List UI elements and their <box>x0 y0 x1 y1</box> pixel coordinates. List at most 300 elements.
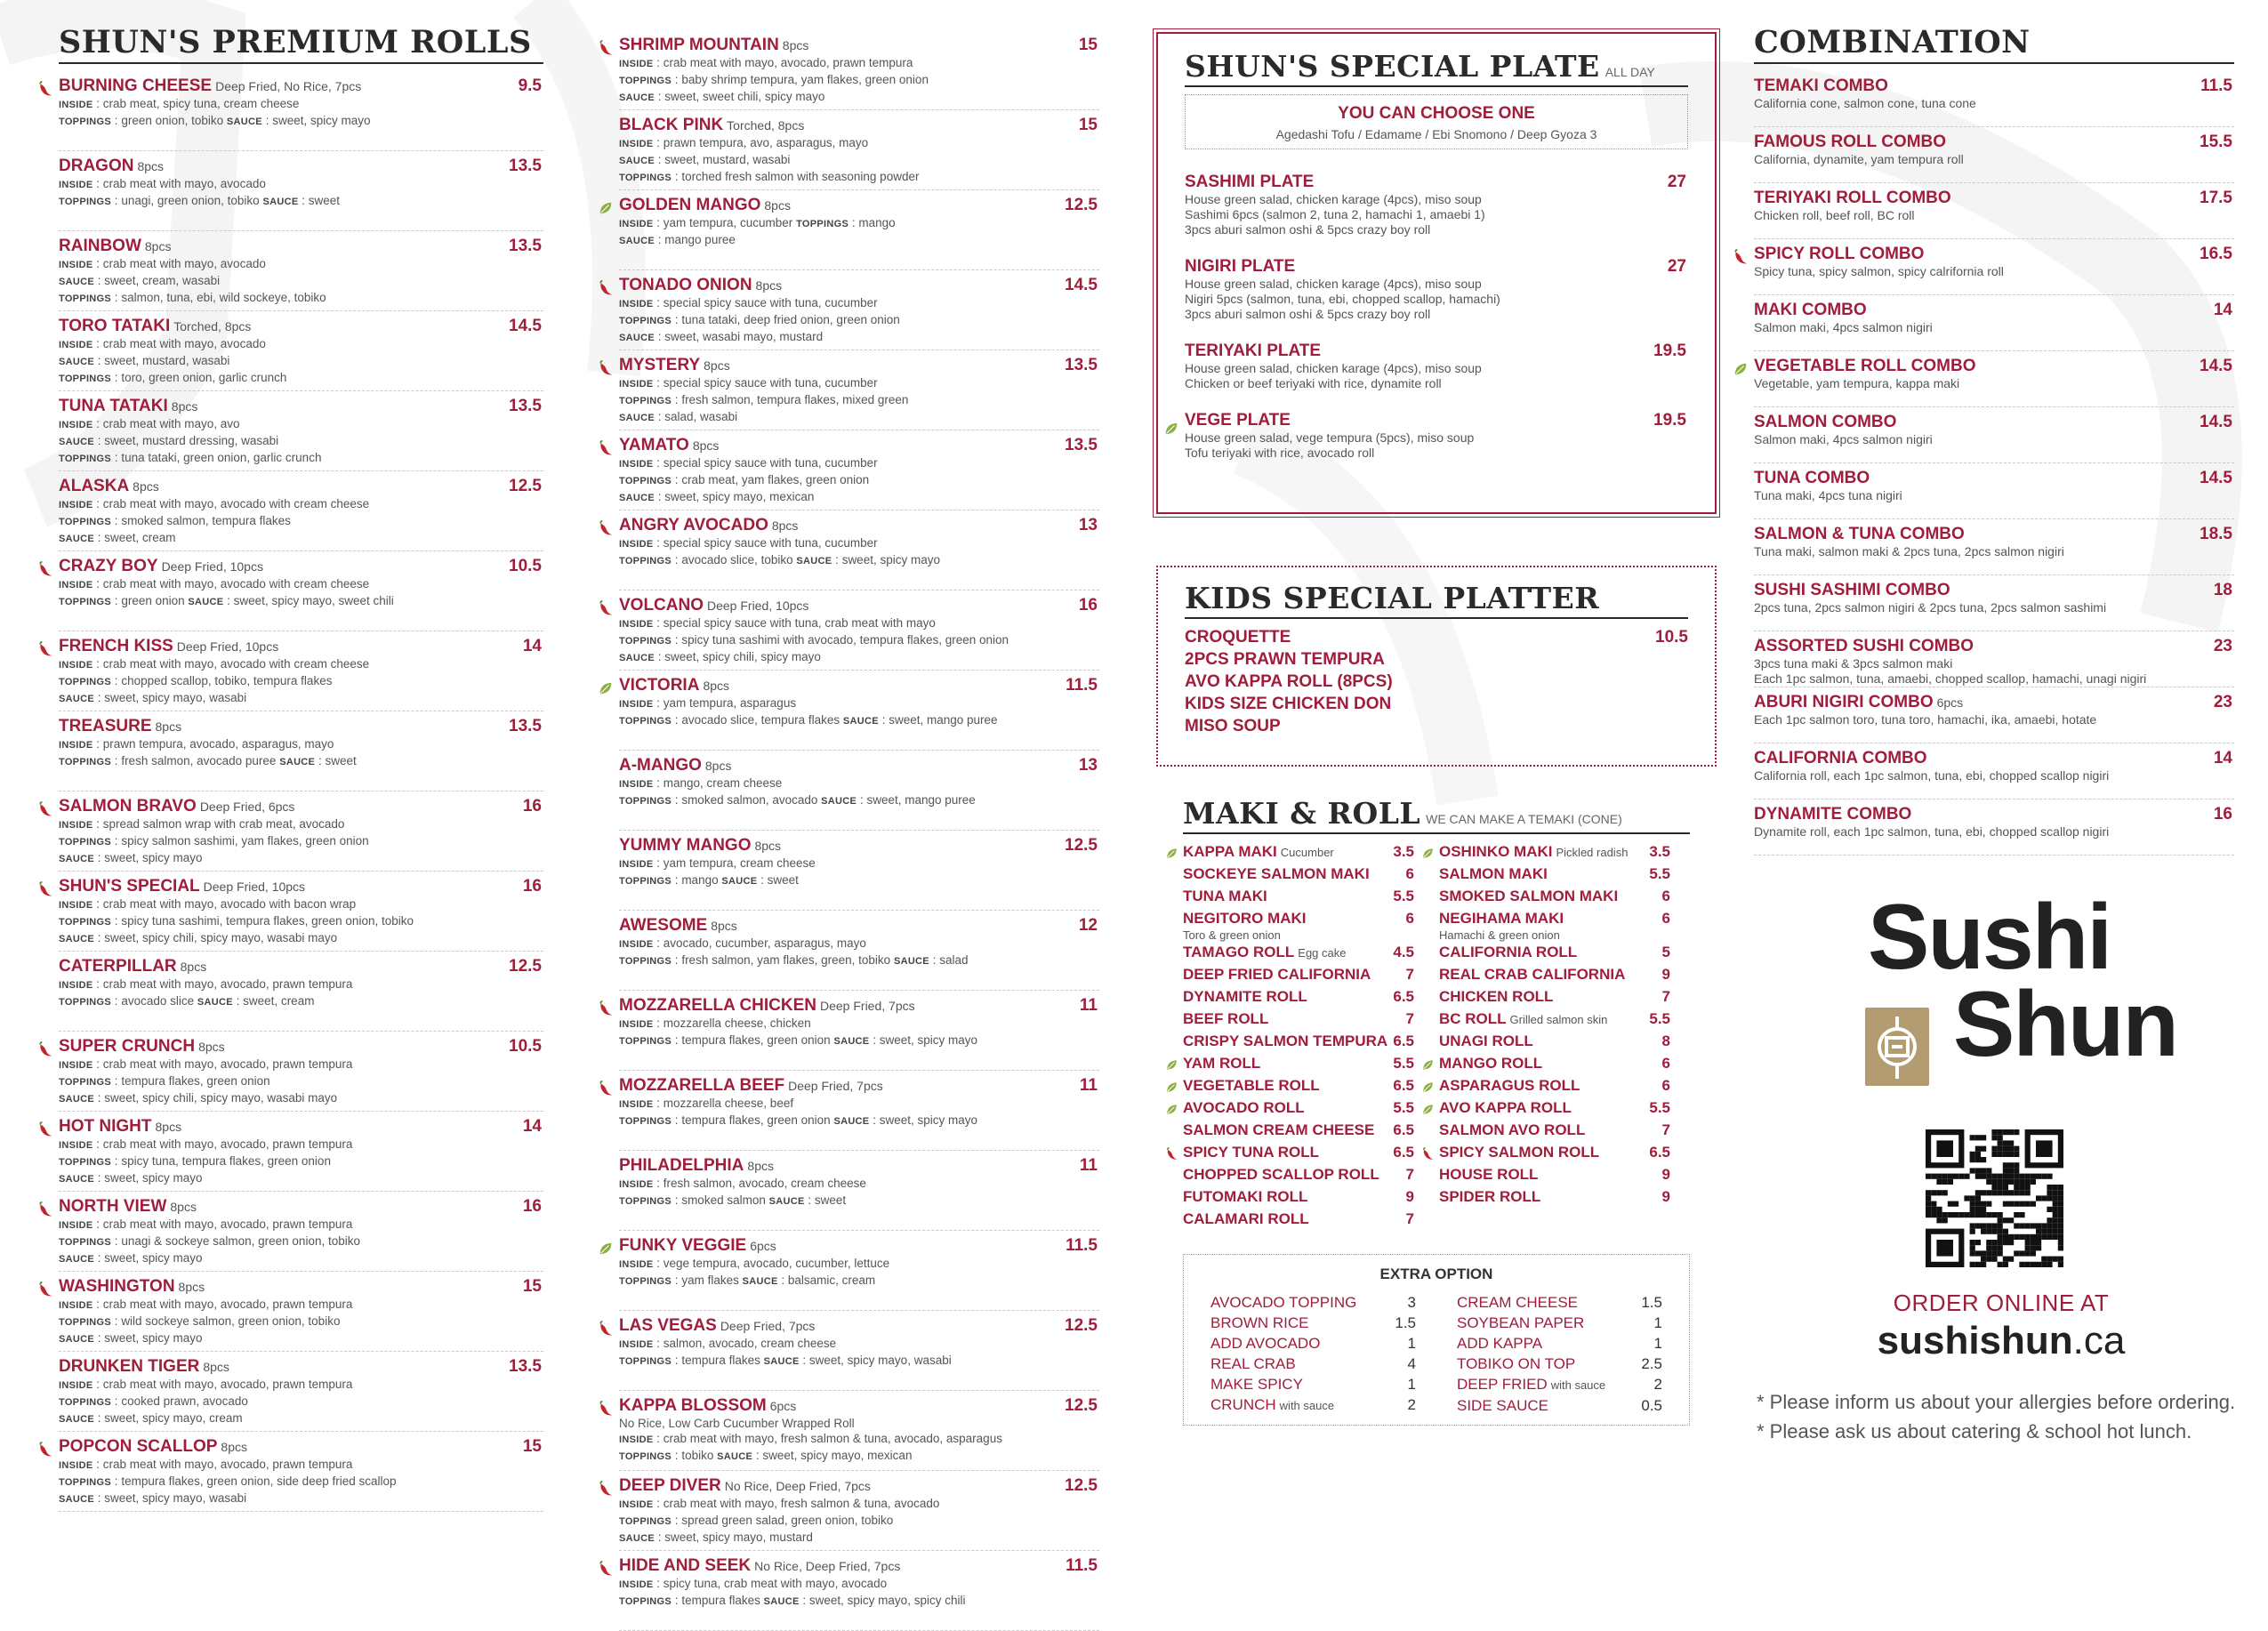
maki-item[interactable] <box>1439 865 1670 888</box>
maki-title <box>1439 944 1577 961</box>
item-description-line: California roll, each 1pc salmon, tuna, ebi, chopped scallop nigiri <box>1754 768 2110 783</box>
roll-item[interactable] <box>619 1551 1099 1631</box>
item-name: TERIYAKI PLATE <box>1185 341 1322 360</box>
item-name: VOLCANO <box>619 596 704 615</box>
item-description-line <box>619 1273 1099 1290</box>
ingredient-text: sweet, spicy mayo <box>104 851 203 865</box>
extra-option-item[interactable] <box>1210 1292 1416 1313</box>
label-separator: : <box>655 330 665 343</box>
extra-option-box <box>1183 1254 1690 1426</box>
item-name: VEGE PLATE <box>1185 410 1291 430</box>
item-tag: 8pcs <box>171 399 198 414</box>
roll-item[interactable] <box>619 1151 1099 1231</box>
item-description-line: House green salad, vege tempura (5pcs), miso soup <box>1185 430 1475 445</box>
item-header <box>619 1396 1099 1416</box>
item-description-line <box>59 1377 543 1394</box>
roll-item[interactable] <box>619 1311 1099 1391</box>
roll-item[interactable] <box>59 551 543 631</box>
ingredient-text: sweet, spicy mayo, sweet chili <box>233 594 394 608</box>
roll-item[interactable] <box>619 1231 1099 1311</box>
item-description-line <box>619 89 1099 106</box>
chili-pepper-icon <box>37 1282 53 1298</box>
item-price: 14.5 <box>2200 357 2232 376</box>
ingredient-label: SAUCE <box>833 1116 870 1127</box>
maki-item[interactable] <box>1183 1055 1414 1077</box>
item-header <box>59 157 543 176</box>
maki-subtext: Toro & green onion <box>1183 928 1281 942</box>
maki-item[interactable] <box>1183 910 1414 932</box>
special-plate-title <box>1185 50 1688 87</box>
ingredient-label: INSIDE <box>59 820 93 832</box>
roll-item[interactable] <box>59 311 543 391</box>
ingredient-text: sweet, spicy mayo, wasabi <box>808 1354 952 1367</box>
ingredient-label: TOPPINGS <box>59 454 112 465</box>
maki-item[interactable] <box>1439 1099 1670 1121</box>
ingredient-text: tempura flakes, green onion, side deep fried scallop <box>121 1474 397 1489</box>
plate-item[interactable] <box>1185 411 1688 461</box>
item-price: 13.5 <box>509 237 542 256</box>
ingredient-label: INSIDE <box>619 219 654 229</box>
item-price: 27 <box>1667 256 1686 276</box>
order-online-url[interactable] <box>1779 1319 2224 1363</box>
maki-item[interactable] <box>1439 966 1670 988</box>
roll-item[interactable] <box>619 1471 1099 1551</box>
maki-item[interactable] <box>1183 1077 1414 1099</box>
item-description-line <box>619 295 1099 312</box>
item-description-line <box>619 215 1099 232</box>
roll-item[interactable] <box>59 952 543 1032</box>
ingredient-label: TOPPINGS <box>59 597 112 608</box>
combo-item[interactable] <box>1754 743 2234 799</box>
plate-item[interactable] <box>1185 173 1688 237</box>
item-title <box>619 756 731 775</box>
chili-pepper-icon <box>598 1321 614 1337</box>
extra-option-item[interactable] <box>1457 1374 1662 1395</box>
item-header <box>59 557 543 576</box>
extra-option-price: 2 <box>1653 1375 1662 1393</box>
item-description-line <box>619 1032 1099 1049</box>
label-separator: : <box>672 953 682 967</box>
roll-item[interactable] <box>59 1112 543 1192</box>
combo-item[interactable] <box>1754 519 2234 575</box>
ingredient-label: INSIDE <box>619 939 654 950</box>
ingredient-label: INSIDE <box>619 379 654 390</box>
item-tag: 8pcs <box>703 679 730 693</box>
extra-option-item[interactable] <box>1210 1374 1416 1394</box>
ingredient-label: INSIDE <box>59 740 93 751</box>
maki-item[interactable] <box>1183 1144 1414 1166</box>
label-separator: : <box>223 594 234 608</box>
label-separator: : <box>672 1594 682 1607</box>
combo-item[interactable] <box>1754 799 2234 856</box>
ingredient-label: INSIDE <box>59 500 93 511</box>
ingredient-label: SAUCE <box>59 534 95 545</box>
item-description-line <box>59 1297 543 1314</box>
combo-item[interactable] <box>1754 351 2234 407</box>
item-description-line <box>619 952 1099 969</box>
combo-item[interactable] <box>1754 295 2234 351</box>
roll-item[interactable] <box>59 1192 543 1272</box>
ingredient-text: sweet, spicy mayo <box>879 1113 978 1127</box>
ingredient-text: crab meat with mayo, fresh salmon & tuna, avocado, asparagus <box>663 1432 1002 1445</box>
maki-item[interactable] <box>1439 1010 1670 1032</box>
item-name: NORTH VIEW <box>59 1197 167 1217</box>
ingredient-text: yam flakes <box>681 1273 739 1287</box>
item-description-line <box>619 1448 1099 1465</box>
combo-item[interactable] <box>1754 71 2234 127</box>
extra-option-price: 1 <box>1653 1334 1662 1352</box>
extra-option-title <box>1457 1395 1548 1416</box>
kids-item: 2PCS PRAWN TEMPURA <box>1185 649 1385 669</box>
maki-title <box>1183 910 1307 928</box>
maki-item[interactable] <box>1183 1099 1414 1121</box>
maki-item[interactable] <box>1439 988 1670 1010</box>
maki-item[interactable] <box>1183 944 1414 966</box>
maki-item[interactable] <box>1183 865 1414 888</box>
item-tag: Deep Fried, 7pcs <box>788 1079 883 1093</box>
item-title <box>619 36 808 55</box>
maki-title <box>1183 1144 1319 1161</box>
maki-price: 7 <box>1661 1121 1670 1138</box>
roll-item[interactable] <box>619 190 1099 270</box>
roll-item[interactable] <box>619 110 1099 190</box>
extra-option-item[interactable] <box>1210 1354 1416 1374</box>
label-separator: : <box>111 1234 122 1249</box>
ingredient-text: fresh salmon, avocado puree <box>121 754 277 768</box>
combo-item[interactable] <box>1754 687 2234 743</box>
maki-item[interactable] <box>1439 1055 1670 1077</box>
ingredient-text: sweet, cream <box>243 994 315 1008</box>
item-tag: 8pcs <box>782 38 809 52</box>
label-separator: : <box>94 1331 105 1346</box>
item-name: PHILADELPHIA <box>619 1156 744 1175</box>
item-description-line <box>59 1394 543 1410</box>
extra-option-name: CREAM CHEESE <box>1457 1293 1579 1311</box>
item-name: VEGETABLE ROLL COMBO <box>1754 357 1976 376</box>
item-description-line <box>59 673 543 690</box>
extra-option-item[interactable] <box>1457 1292 1662 1313</box>
item-name: DRUNKEN TIGER <box>59 1357 200 1377</box>
ingredient-label: TOPPINGS <box>59 1397 112 1409</box>
item-tag: 8pcs <box>692 438 720 453</box>
maki-item[interactable] <box>1183 966 1414 988</box>
item-header <box>59 477 543 496</box>
label-separator: : <box>111 114 122 128</box>
roll-item[interactable] <box>59 231 543 311</box>
item-tag: 6pcs <box>769 1399 797 1413</box>
maki-item[interactable] <box>1183 988 1414 1010</box>
item-description-line <box>59 1410 543 1427</box>
item-header <box>59 1037 543 1057</box>
ingredient-text: sweet, spicy chili, spicy mayo <box>664 650 821 663</box>
ingredient-text: sweet, spicy mayo, spicy chili <box>808 1594 966 1607</box>
item-price: 15.5 <box>2200 133 2232 152</box>
item-description-line: Tofu teriyaki with rice, avocado roll <box>1185 445 1375 460</box>
ingredient-text: sweet, mustard, wasabi <box>104 354 230 368</box>
item-name: KAPPA BLOSSOM <box>619 1396 767 1415</box>
item-header <box>59 637 543 656</box>
maki-item[interactable] <box>1439 944 1670 966</box>
item-description-line <box>619 712 1099 729</box>
roll-item[interactable] <box>59 1432 543 1512</box>
maki-item[interactable] <box>1183 1121 1414 1144</box>
ingredient-label: SAUCE <box>59 1494 95 1506</box>
ingredient-text: smoked salmon, avocado <box>681 793 818 807</box>
ingredient-label: INSIDE <box>59 660 93 671</box>
item-description-line <box>619 329 1099 346</box>
item-name: SPICY ROLL COMBO <box>1754 245 1925 264</box>
roll-item[interactable] <box>619 1071 1099 1151</box>
maki-name: NEGITORO MAKI <box>1183 909 1307 927</box>
ingredient-text: spicy tuna sashimi with avocado, tempura flakes, green onion <box>681 633 1009 647</box>
extra-option-item[interactable] <box>1457 1313 1662 1333</box>
ingredient-label: INSIDE <box>619 619 654 630</box>
roll-item[interactable] <box>619 671 1099 751</box>
roll-item[interactable] <box>59 631 543 711</box>
ingredient-text: prawn tempura, avocado, asparagus, mayo <box>102 737 334 751</box>
item-name: LAS VEGAS <box>619 1316 717 1335</box>
item-description-line <box>619 72 1099 89</box>
roll-item[interactable] <box>59 71 543 151</box>
maki-roll-title <box>1183 797 1690 834</box>
item-price: 13 <box>1078 516 1098 534</box>
extra-option-title <box>1457 1313 1584 1333</box>
roll-item[interactable] <box>619 30 1099 110</box>
maki-item[interactable] <box>1439 1121 1670 1144</box>
item-description-line: Dynamite roll, each 1pc salmon, tuna, ebi, chopped scallop nigiri <box>1754 824 2110 840</box>
combo-item[interactable] <box>1754 127 2234 183</box>
qr-code-icon[interactable] <box>1926 1129 2063 1267</box>
roll-item[interactable] <box>59 391 543 471</box>
kids-item-row <box>1185 648 1688 671</box>
item-title <box>59 1437 247 1457</box>
roll-item[interactable] <box>59 1272 543 1352</box>
maki-item[interactable] <box>1439 888 1670 910</box>
label-separator: : <box>653 536 664 550</box>
item-header <box>59 877 543 896</box>
maki-item[interactable] <box>1183 1210 1414 1233</box>
item-description-line <box>59 816 543 833</box>
item-price: 10.5 <box>509 557 542 576</box>
extra-option-price: 0.5 <box>1641 1396 1662 1414</box>
ingredient-label: INSIDE <box>619 59 654 69</box>
roll-item[interactable] <box>619 350 1099 430</box>
ingredient-text: sweet <box>308 194 341 208</box>
maki-item[interactable] <box>1439 843 1670 865</box>
combo-item[interactable] <box>1754 407 2234 463</box>
roll-item[interactable] <box>59 1352 543 1432</box>
item-description-line <box>59 593 543 610</box>
item-title <box>619 836 781 856</box>
item-price: 12.5 <box>1065 836 1098 855</box>
item-name: TERIYAKI ROLL COMBO <box>1754 189 1951 208</box>
maki-item[interactable] <box>1183 1188 1414 1210</box>
maki-item[interactable] <box>1439 1077 1670 1099</box>
extra-option-tag: with sauce <box>1550 1378 1606 1392</box>
plate-item[interactable] <box>1185 257 1688 322</box>
item-price: 27 <box>1667 172 1686 191</box>
maki-price: 9 <box>1661 1187 1670 1205</box>
combo-item[interactable] <box>1754 239 2234 295</box>
ingredient-label: INSIDE <box>619 1179 654 1190</box>
extra-option-item[interactable] <box>1210 1333 1416 1354</box>
ingredient-label: INSIDE <box>619 1499 654 1510</box>
label-separator: : <box>655 1531 665 1544</box>
item-price: 19.5 <box>1653 410 1686 430</box>
extra-option-item[interactable] <box>1457 1354 1662 1374</box>
ingredient-label: SAUCE <box>188 597 224 608</box>
ingredient-text: tuna tataki, deep fried onion, green onion <box>681 313 900 326</box>
maki-title <box>1183 1032 1387 1050</box>
ingredient-label: SAUCE <box>619 1533 655 1544</box>
item-description-line <box>59 1490 543 1507</box>
item-header <box>59 397 543 416</box>
label-separator: : <box>94 274 105 288</box>
maki-item[interactable] <box>1183 1166 1414 1188</box>
item-price: 18 <box>2213 581 2232 600</box>
item-tag: No Rice, Deep Fried, 7pcs <box>754 1559 901 1573</box>
item-title <box>1754 525 1965 544</box>
label-separator: : <box>92 337 103 351</box>
item-name: SALMON BRAVO <box>59 797 197 816</box>
item-description-line: Salmon maki, 4pcs salmon nigiri <box>1754 432 1933 447</box>
ingredient-label: INSIDE <box>619 459 654 470</box>
roll-item[interactable] <box>59 151 543 231</box>
choose-one-options: Agedashi Tofu / Edamame / Ebi Snomono / Deep Gyoza 3 <box>1275 126 1597 141</box>
roll-item[interactable] <box>59 1032 543 1112</box>
chili-pepper-icon <box>598 1561 614 1577</box>
item-description-line <box>59 850 543 867</box>
ingredient-text: sweet, spicy chili, spicy mayo, wasabi mayo <box>104 1091 338 1105</box>
ingredient-text: tempura flakes <box>681 1354 760 1367</box>
item-title <box>619 1236 776 1256</box>
ingredient-label: INSIDE <box>619 1434 654 1445</box>
roll-item[interactable] <box>619 991 1099 1071</box>
item-price: 11.5 <box>1066 1556 1098 1575</box>
roll-item[interactable] <box>619 831 1099 911</box>
label-separator: : <box>92 1137 103 1152</box>
item-tag: Torched, 8pcs <box>173 319 252 334</box>
roll-item[interactable] <box>619 1391 1099 1471</box>
maki-title <box>1183 1188 1307 1206</box>
ingredient-label: SAUCE <box>821 796 857 807</box>
maki-item[interactable] <box>1439 1166 1670 1188</box>
item-header <box>619 516 1099 535</box>
combo-item[interactable] <box>1754 183 2234 239</box>
roll-item[interactable] <box>59 711 543 791</box>
item-description-line <box>619 1513 1099 1530</box>
maki-name: SPIDER ROLL <box>1439 1187 1541 1205</box>
maki-name: CHOPPED SCALLOP ROLL <box>1183 1165 1379 1183</box>
item-description-line <box>59 1170 543 1187</box>
ingredient-label: INSIDE <box>619 299 654 309</box>
roll-item[interactable] <box>619 510 1099 591</box>
item-header <box>1185 341 1688 361</box>
roll-item[interactable] <box>619 591 1099 671</box>
item-description-line <box>59 513 543 530</box>
extra-option-item[interactable] <box>1210 1394 1416 1416</box>
ingredient-label: INSIDE <box>59 1380 93 1392</box>
maki-item[interactable] <box>1439 1032 1670 1055</box>
item-name: SUPER CRUNCH <box>59 1037 196 1057</box>
label-separator: : <box>672 73 682 86</box>
item-title <box>1754 133 1946 152</box>
maki-item[interactable] <box>1183 1032 1414 1055</box>
label-separator: : <box>92 1057 103 1072</box>
item-header <box>59 317 543 336</box>
item-description-line <box>619 392 1099 409</box>
extra-option-item[interactable] <box>1210 1313 1416 1333</box>
roll-item[interactable] <box>619 911 1099 991</box>
item-price: 19.5 <box>1653 341 1686 360</box>
roll-item[interactable] <box>59 471 543 551</box>
combo-item[interactable] <box>1754 575 2234 631</box>
item-description-line: Chicken roll, beef roll, BC roll <box>1754 208 1915 223</box>
roll-item[interactable] <box>619 430 1099 510</box>
ingredient-text: avocado slice, tempura flakes <box>681 713 840 727</box>
extra-option-title <box>1210 1333 1320 1354</box>
ingredient-label: INSIDE <box>619 1579 654 1590</box>
item-title <box>619 516 798 535</box>
combo-item[interactable] <box>1754 631 2234 687</box>
ingredient-text: crab meat with mayo, avocado, prawn tempura <box>102 1298 353 1312</box>
ingredient-text: sweet, mango puree <box>889 713 998 727</box>
ingredient-text: sweet, spicy mayo, mexican <box>762 1449 913 1462</box>
extra-option-item[interactable] <box>1457 1333 1662 1354</box>
ingredient-label: INSIDE <box>59 420 93 431</box>
ingredient-text: green onion <box>121 594 185 608</box>
ingredient-text: crab meat with mayo, avocado with cream cheese <box>102 657 370 671</box>
vegetarian-leaf-icon <box>1165 847 1178 860</box>
item-tag: Deep Fried, 7pcs <box>820 999 915 1013</box>
item-header <box>619 1076 1099 1096</box>
maki-item[interactable] <box>1439 1144 1670 1166</box>
vegetarian-leaf-icon <box>1421 1058 1435 1072</box>
ingredient-label: SAUCE <box>59 854 95 865</box>
item-description-line <box>619 535 1099 552</box>
item-description-line <box>59 290 543 307</box>
item-description-line <box>59 833 543 850</box>
chili-pepper-icon <box>598 40 614 56</box>
item-name: BLACK PINK <box>619 116 724 134</box>
item-title <box>59 237 171 256</box>
maki-item[interactable] <box>1183 1010 1414 1032</box>
maki-item[interactable] <box>1183 888 1414 910</box>
maki-price: 7 <box>1405 1165 1414 1183</box>
item-description-line <box>619 615 1099 632</box>
combo-item[interactable] <box>1754 463 2234 519</box>
roll-item[interactable] <box>59 872 543 952</box>
maki-item[interactable] <box>1439 1188 1670 1210</box>
maki-name: SALMON AVO ROLL <box>1439 1121 1586 1138</box>
maki-item[interactable] <box>1183 843 1414 865</box>
plate-item[interactable] <box>1185 341 1688 391</box>
item-header <box>1754 133 2234 152</box>
vegetarian-leaf-icon <box>598 200 614 216</box>
roll-item[interactable] <box>619 751 1099 831</box>
item-description-line <box>619 695 1099 712</box>
item-tag: 8pcs <box>170 1200 197 1215</box>
chili-pepper-icon <box>37 881 53 897</box>
maki-item[interactable] <box>1439 910 1670 932</box>
extra-option-item[interactable] <box>1457 1395 1662 1416</box>
premium-rolls-list <box>59 71 543 1512</box>
extra-option-name: AVOCADO TOPPING <box>1210 1293 1357 1311</box>
item-title <box>59 637 278 656</box>
roll-item[interactable] <box>59 791 543 872</box>
roll-item[interactable] <box>619 270 1099 350</box>
ingredient-label: INSIDE <box>59 100 93 111</box>
